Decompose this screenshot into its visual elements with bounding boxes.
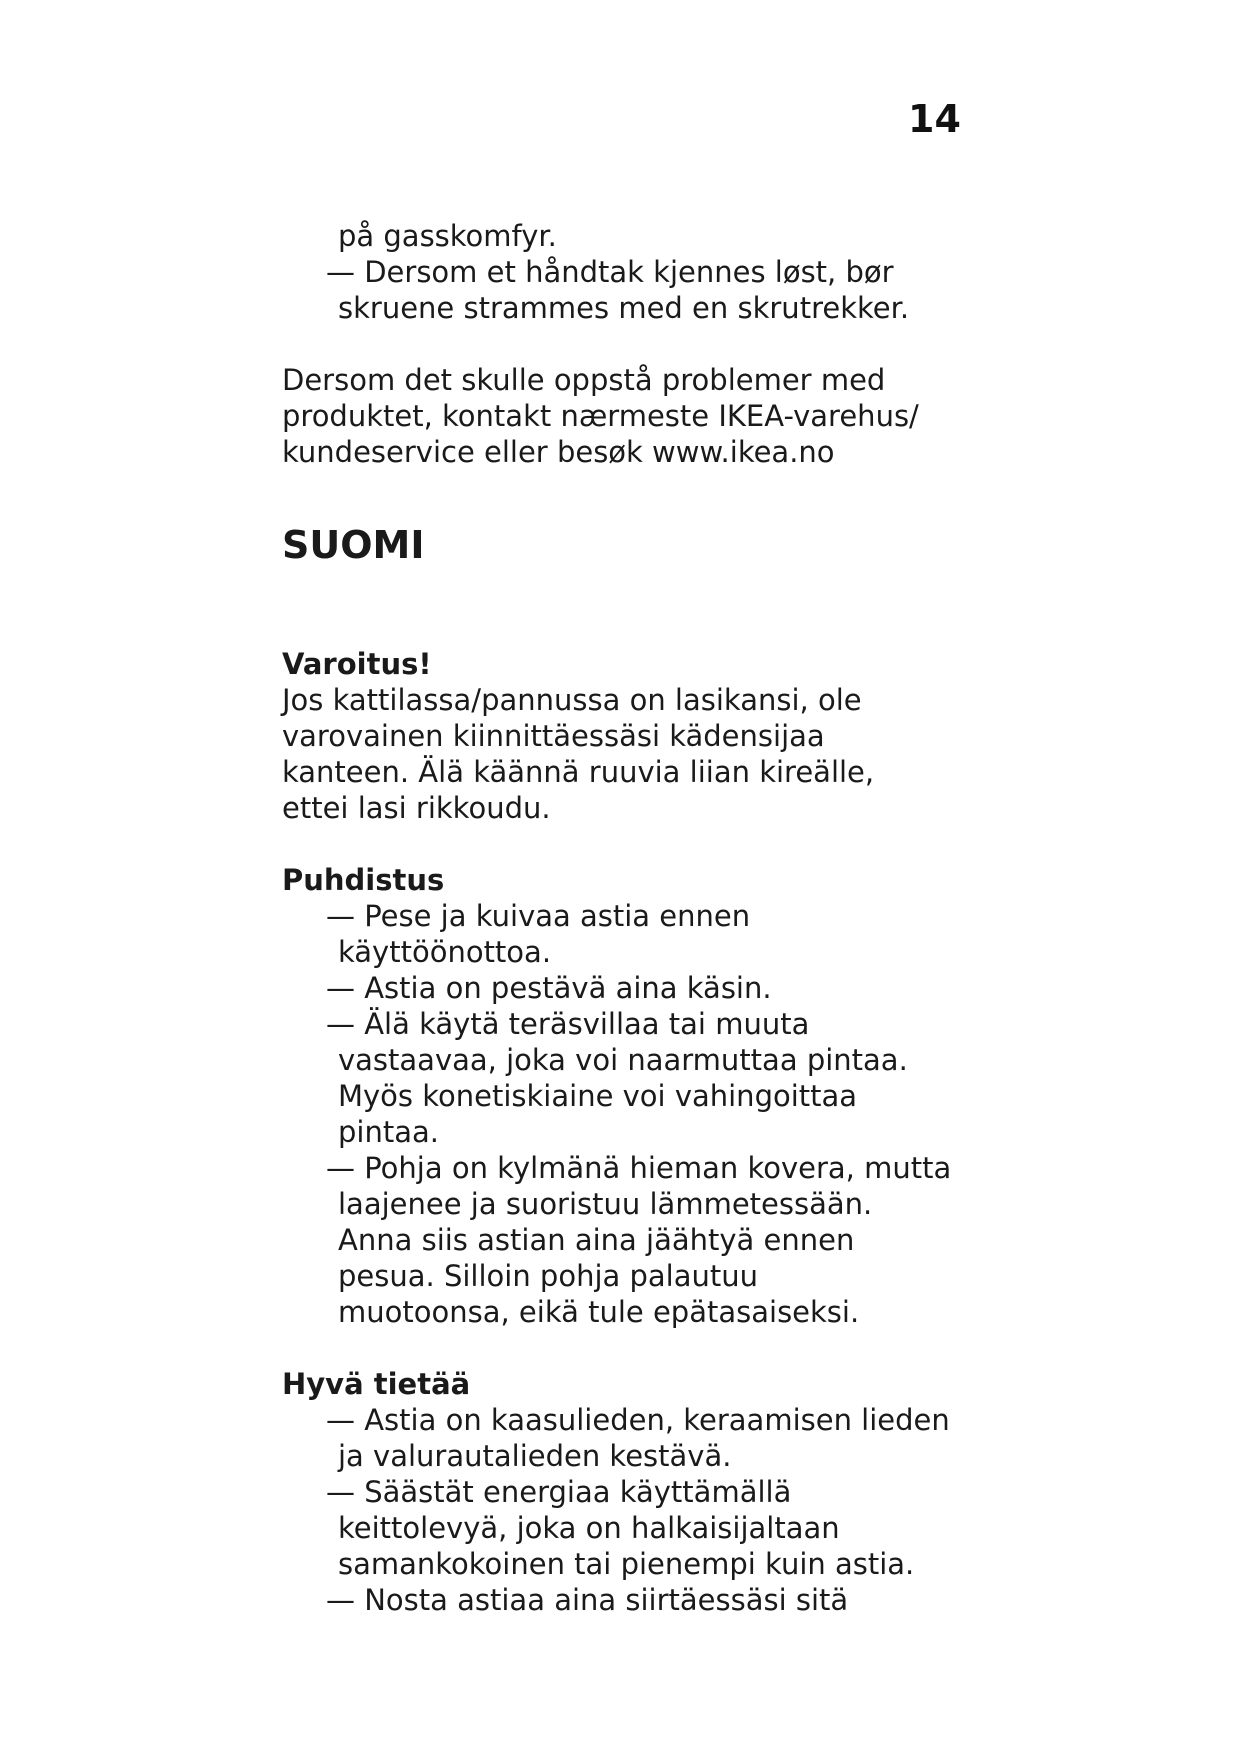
- list-line: — Älä käytä teräsvillaa tai muuta: [326, 1007, 810, 1041]
- paragraph-line: kanteen. Älä käännä ruuvia liian kireälle,: [282, 755, 875, 789]
- norwegian-contact-paragraph: [282, 362, 919, 470]
- list-line: ja valurautalieden kestävä.: [338, 1439, 732, 1473]
- list-line: skruene strammes med en skrutrekker.: [338, 291, 910, 325]
- list-line: — Nosta astiaa aina siirtäessäsi sitä: [326, 1583, 849, 1617]
- page-number: 14: [908, 97, 961, 141]
- language-heading: SUOMI: [282, 523, 425, 567]
- list-line: pesua. Silloin pohja palautuu: [338, 1259, 759, 1293]
- list-line: käyttöönottoa.: [338, 935, 552, 969]
- warning-section: [282, 646, 874, 826]
- list-line: Anna siis astian aina jäähtyä ennen: [338, 1223, 855, 1257]
- list-line: keittolevyä, joka on halkaisijaltaan: [338, 1511, 840, 1545]
- list-line: — Astia on kaasulieden, keraamisen lieden: [326, 1403, 950, 1437]
- paragraph-line: varovainen kiinnittäessäsi kädensijaa: [282, 719, 825, 753]
- good-to-know-heading: Hyvä tietää: [282, 1367, 471, 1401]
- list-line: Myös konetiskiaine voi vahingoittaa: [338, 1079, 858, 1113]
- list-line: — Dersom et håndtak kjennes løst, bør: [326, 255, 894, 289]
- list-line: pintaa.: [338, 1115, 439, 1149]
- list-line: vastaavaa, joka voi naarmuttaa pintaa.: [338, 1043, 908, 1077]
- list-line: — Pohja on kylmänä hieman kovera, mutta: [326, 1151, 952, 1185]
- list-line: på gasskomfyr.: [338, 219, 557, 253]
- list-line: — Astia on pestävä aina käsin.: [326, 971, 772, 1005]
- paragraph-line: produktet, kontakt nærmeste IKEA-varehus/: [282, 399, 919, 433]
- list-line: laajenee ja suoristuu lämmetessään.: [338, 1187, 873, 1221]
- cleaning-section: [282, 862, 951, 1330]
- paragraph-line: Jos kattilassa/pannussa on lasikansi, ole: [282, 683, 862, 717]
- paragraph-line: ettei lasi rikkoudu.: [282, 791, 551, 825]
- paragraph-line: Dersom det skulle oppstå problemer med: [282, 363, 886, 397]
- good-to-know-section: [282, 1366, 950, 1618]
- cleaning-heading: Puhdistus: [282, 863, 445, 897]
- paragraph-line: kundeservice eller besøk www.ikea.no: [282, 435, 835, 469]
- list-line: — Pese ja kuivaa astia ennen: [326, 899, 751, 933]
- list-line: muotoonsa, eikä tule epätasaiseksi.: [338, 1295, 860, 1329]
- list-line: — Säästät energiaa käyttämällä: [326, 1475, 792, 1509]
- warning-heading: Varoitus!: [282, 647, 432, 681]
- list-line: samankokoinen tai pienempi kuin astia.: [338, 1547, 915, 1581]
- norwegian-list: [282, 218, 909, 326]
